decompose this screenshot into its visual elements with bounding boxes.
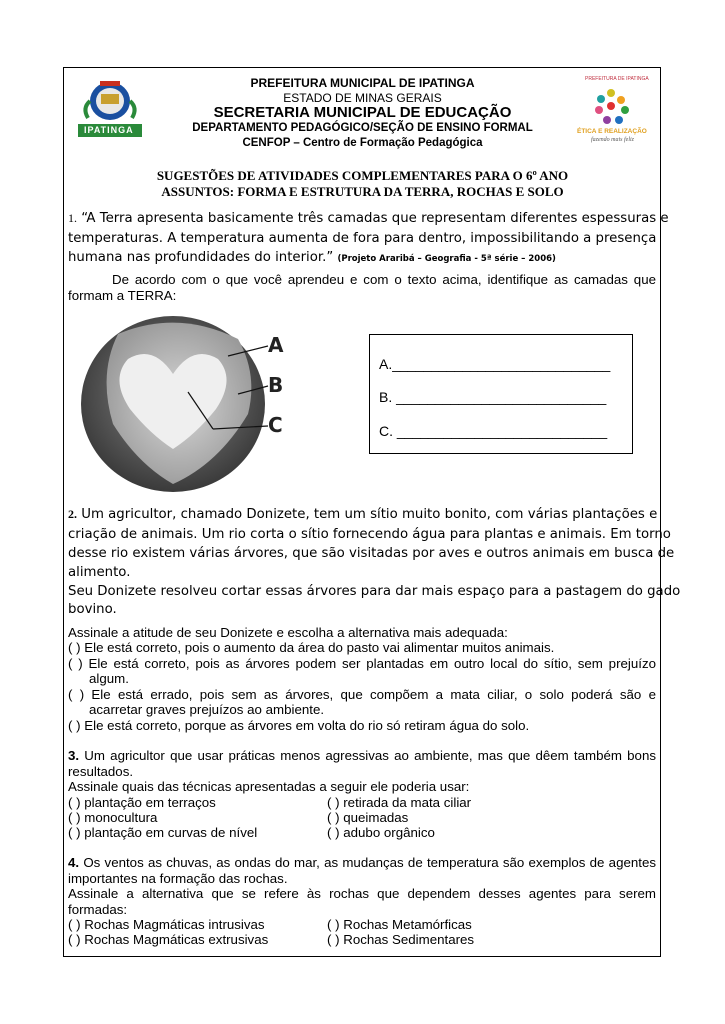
q3-line1: Um agricultor que usar práticas menos agressivas ao ambiente, mas que dêem também bons xyxy=(84,748,656,763)
q3-option-monocultura[interactable]: ( ) monocultura xyxy=(68,810,158,825)
q3-number: 3. xyxy=(68,748,80,763)
q2-text-line1 xyxy=(68,507,656,522)
q3-option-curvas[interactable]: ( ) plantação em curvas de nível xyxy=(68,825,258,840)
q4-instruction-line2: formadas: xyxy=(68,902,128,917)
q3-option-adubo[interactable]: ( ) adubo orgânico xyxy=(327,825,435,840)
q2-option-3-cont: acarretar graves prejuízos ao ambiente. xyxy=(89,702,325,717)
q2-option-2-cont: algum. xyxy=(89,671,129,686)
logo-right-mid-text: ÉTICA E REALIZAÇÃO xyxy=(577,128,647,135)
q3-option-terracos[interactable]: ( ) plantação em terraços xyxy=(68,795,216,810)
layer-label-a: A xyxy=(268,333,284,357)
q2-option-4[interactable]: ( ) Ele está correto, porque as árvores em volta do rio só retiram água do solo. xyxy=(68,718,530,733)
q1-line3: humana nas profundidades do interior.” xyxy=(68,250,334,265)
q4-text-line1 xyxy=(68,855,656,870)
q3-instruction: Assinale quais das técnicas apresentadas a seguir ele poderia usar: xyxy=(68,779,470,794)
q2-instruction: Assinale a atitude de seu Donizete e escolha a alternativa mais adequada: xyxy=(68,625,508,640)
q1-text-line3 xyxy=(68,250,556,265)
header-secretaria: SECRETARIA MUNICIPAL DE EDUCAÇÃO xyxy=(213,104,512,121)
logo-right-bottom-text: fazendo mais feliz xyxy=(591,137,634,143)
earth-layers-illustration xyxy=(78,304,298,494)
q4-text-line2: importantes na formação das rochas. xyxy=(68,871,288,886)
q1-instr1: De acordo com o que você aprendeu e com o texto acima, identifique as camadas que xyxy=(112,272,656,287)
q4-option-extrusivas[interactable]: ( ) Rochas Magmáticas extrusivas xyxy=(68,932,269,947)
q3-text-line2: resultados. xyxy=(68,764,134,779)
q2-option-3[interactable]: ( ) Ele está errado, pois sem as árvores, que compõem a mata ciliar, o solo poderá são e xyxy=(68,687,656,702)
q1-answer-a[interactable]: A.____________________________ xyxy=(379,356,611,372)
q4-instruction-line1: Assinale a alternativa que se refere às rochas que dependem desses agentes para serem xyxy=(68,886,656,901)
q2-text-line2: criação de animais. Um rio corta o sítio fornecendo água para plantas e animais. Em torno xyxy=(68,527,671,542)
q4-number: 4. xyxy=(68,855,80,870)
q2-text-line5: Seu Donizete resolveu cortar essas árvores para dar mais espaço para a pastagem do gado xyxy=(68,584,681,599)
layer-label-c: C xyxy=(268,413,283,437)
q4-line1: Os ventos as chuvas, as ondas do mar, as mudanças de temperatura são exemplos de agentes xyxy=(83,855,656,870)
header-estado: ESTADO DE MINAS GERAIS xyxy=(283,91,442,105)
ipatinga-logo-text: IPATINGA xyxy=(84,125,134,135)
q2-text-line6: bovino. xyxy=(68,602,117,617)
q2-p1: Um agricultor, chamado Donizete, tem um sítio muito bonito, com várias plantações e xyxy=(81,507,658,522)
q2-option-1[interactable]: ( ) Ele está correto, pois o aumento da área do pasto vai alimentar muitos animais. xyxy=(68,640,555,655)
q2-text-line4: alimento. xyxy=(68,565,131,580)
header-cenfop: CENFOP – Centro de Formação Pedagógica xyxy=(242,137,483,149)
q1-line1: “A Terra apresenta basicamente três camadas que representam diferentes espessuras e xyxy=(81,211,669,226)
ipatinga-logo xyxy=(76,78,144,140)
etica-realizacao-logo xyxy=(575,76,647,146)
logo-right-top-text: PREFEITURA DE IPATINGA xyxy=(585,76,649,82)
q1-instruction-line1 xyxy=(112,272,656,287)
q1-answer-c[interactable]: C. ___________________________ xyxy=(379,423,608,439)
header-departamento: DEPARTAMENTO PEDAGÓGICO/SEÇÃO DE ENSINO FORMAL xyxy=(192,122,533,134)
q4-option-sedimentares[interactable]: ( ) Rochas Sedimentares xyxy=(327,932,475,947)
layer-label-b: B xyxy=(268,373,284,397)
q2-number: 2. xyxy=(68,507,77,521)
q4-option-intrusivas[interactable]: ( ) Rochas Magmáticas intrusivas xyxy=(68,917,265,932)
q2-text-line3: desse rio existem várias árvores, que são visitadas por aves e outros animais em busca de xyxy=(68,546,675,561)
header-prefeitura: PREFEITURA MUNICIPAL DE IPATINGA xyxy=(250,76,475,90)
q1-text-line1 xyxy=(68,211,669,226)
activity-subjects: ASSUNTOS: FORMA E ESTRUTURA DA TERRA, ROCHAS E SOLO xyxy=(161,184,564,199)
q1-answer-b[interactable]: B. ___________________________ xyxy=(379,389,607,405)
q1-text-line2: temperaturas. A temperatura aumenta de fora para dentro, impossibilitando a presença xyxy=(68,231,657,246)
q1-source: (Projeto Araribá – Geografia - 5ª série – 2006) xyxy=(337,254,556,264)
q3-option-queimadas[interactable]: ( ) queimadas xyxy=(327,810,409,825)
q1-number: 1. xyxy=(68,211,77,225)
q3-option-mata-ciliar[interactable]: ( ) retirada da mata ciliar xyxy=(327,795,472,810)
q1-instruction-line2: formam a TERRA: xyxy=(68,288,177,303)
q3-text-line1 xyxy=(68,748,656,763)
q4-option-metamorficas[interactable]: ( ) Rochas Metamórficas xyxy=(327,917,472,932)
activity-title: SUGESTÕES DE ATIVIDADES COMPLEMENTARES PARA O 6º ANO xyxy=(156,168,569,183)
q2-option-2[interactable]: ( ) Ele está correto, pois as árvores podem ser plantadas em outro local do sítio, sem prejuízo xyxy=(68,656,656,671)
